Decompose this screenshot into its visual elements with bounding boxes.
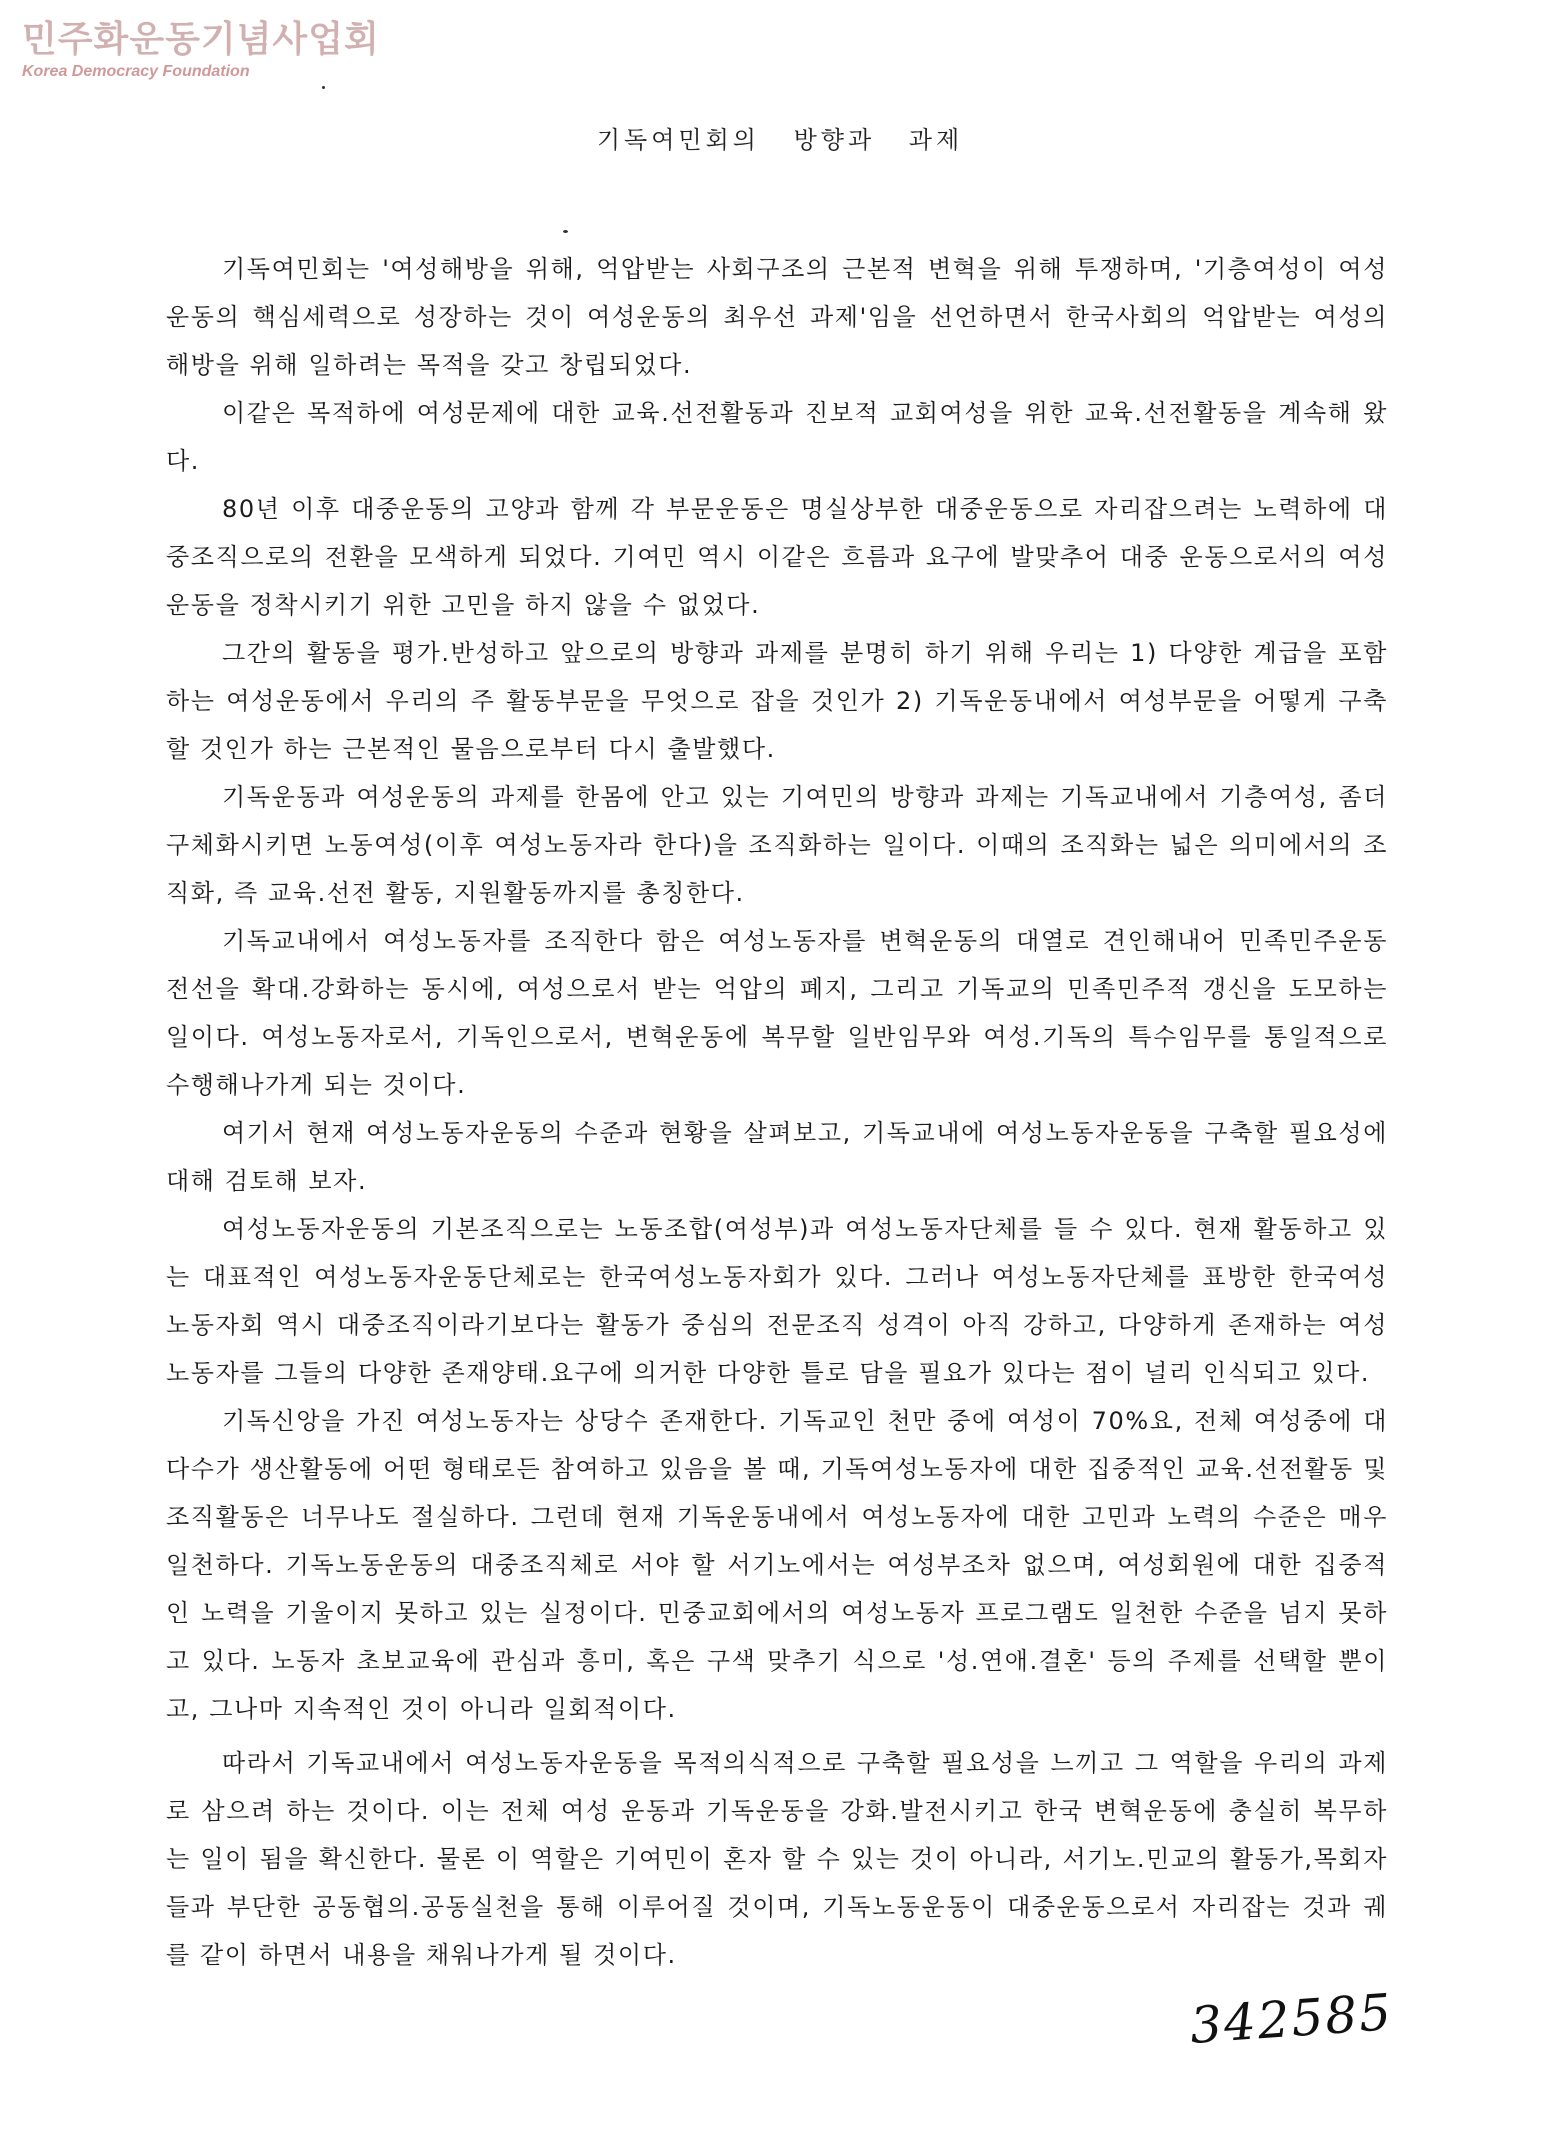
paragraph: 따라서 기독교내에서 여성노동자운동을 목적의식적으로 구축할 필요성을 느끼고 그 역할을 우리의 과제로 삼으려 하는 것이다. 이는 전체 여성 운동과 기독운동을 강화.발전시키고 한국 변혁운동에 충실히 복무하는 일이 됨을 확신한다. 물론 이 역할은 기여민이 혼자 할 수 있는 것이 아니라, 서기노.민교의 활동가,목회자들과 부단한 공동협의.공동실천을 통해 이루어질 것이며, 기독노동운동이 대중운동으로서 자리잡는 것과 궤를 같이 하면서 내용을 채워나가게 될 것이다. bbox=[166, 1749, 1388, 1969]
scan-speck bbox=[322, 86, 325, 89]
document-body bbox=[166, 245, 1388, 1979]
scan-speck bbox=[563, 230, 568, 233]
paragraph: 여기서 현재 여성노동자운동의 수준과 현황을 살펴보고, 기독교내에 여성노동자운동을 구축할 필요성에 대해 검토해 보자. bbox=[166, 1119, 1388, 1195]
paragraph: 기독운동과 여성운동의 과제를 한몸에 안고 있는 기여민의 방향과 과제는 기독교내에서 기층여성, 좀더 구체화시키면 노동여성(이후 여성노동자라 한다)을 조직화하는 일이다. 이때의 조직화는 넓은 의미에서의 조직화, 즉 교육.선전 활동, 지원활동까지를 총칭한다. bbox=[166, 783, 1388, 907]
paragraph: 80년 이후 대중운동의 고양과 함께 각 부문운동은 명실상부한 대중운동으로 자리잡으려는 노력하에 대중조직으로의 전환을 모색하게 되었다. 기여민 역시 이같은 흐름과 요구에 발맞추어 대중 운동으로서의 여성운동을 정착시키기 위한 고민을 하지 않을 수 없었다. bbox=[166, 495, 1388, 619]
watermark bbox=[22, 18, 382, 82]
watermark-english: Korea Democracy Foundation bbox=[22, 63, 250, 80]
watermark-korean: 민주화운동기념사업회 bbox=[22, 19, 380, 60]
handwritten-number: 342585 bbox=[1188, 1982, 1395, 2056]
paragraph: 이같은 목적하에 여성문제에 대한 교육.선전활동과 진보적 교회여성을 위한 교육.선전활동을 계속해 왔다. bbox=[166, 399, 1388, 475]
paragraph: 기독여민회는 '여성해방을 위해, 억압받는 사회구조의 근본적 변혁을 위해 투쟁하며, '기층여성이 여성운동의 핵심세력으로 성장하는 것이 여성운동의 최우선 과제'임을 선언하면서 한국사회의 억압받는 여성의 해방을 위해 일하려는 목적을 갖고 창립되었다. bbox=[166, 255, 1388, 379]
paragraph: 기독신앙을 가진 여성노동자는 상당수 존재한다. 기독교인 천만 중에 여성이 70%요, 전체 여성중에 대다수가 생산활동에 어떤 형태로든 참여하고 있음을 볼 때, 기독여성노동자에 대한 집중적인 교육.선전활동 및 조직활동은 너무나도 절실하다. 그런데 현재 기독운동내에서 여성노동자에 대한 고민과 노력의 수준은 매우 일천하다. 기독노동운동의 대중조직체로 서야 할 서기노에서는 여성부조차 없으며, 여성회원에 대한 집중적인 노력을 기울이지 못하고 있는 실정이다. 민중교회에서의 여성노동자 프로그램도 일천한 수준을 넘지 못하고 있다. 노동자 초보교육에 관심과 흥미, 혹은 구색 맞추기 식으로 '성.연애.결혼' 등의 주제를 선택할 뿐이고, 그나마 지속적인 것이 아니라 일회적이다. bbox=[166, 1407, 1388, 1723]
paragraph: 기독교내에서 여성노동자를 조직한다 함은 여성노동자를 변혁운동의 대열로 견인해내어 민족민주운동 전선을 확대.강화하는 동시에, 여성으로서 받는 억압의 폐지, 그리고 기독교의 민족민주적 갱신을 도모하는 일이다. 여성노동자로서, 기독인으로서, 변혁운동에 복무할 일반임무와 여성.기독의 특수임무를 통일적으로 수행해나가게 되는 것이다. bbox=[166, 927, 1388, 1099]
paragraph: 여성노동자운동의 기본조직으로는 노동조합(여성부)과 여성노동자단체를 들 수 있다. 현재 활동하고 있는 대표적인 여성노동자운동단체로는 한국여성노동자회가 있다. 그러나 여성노동자단체를 표방한 한국여성노동자회 역시 대중조직이라기보다는 활동가 중심의 전문조직 성격이 아직 강하고, 다양하게 존재하는 여성노동자를 그들의 다양한 존재양태.요구에 의거한 다양한 틀로 담을 필요가 있다는 점이 널리 인식되고 있다. bbox=[166, 1215, 1388, 1387]
paragraph: 그간의 활동을 평가.반성하고 앞으로의 방향과 과제를 분명히 하기 위해 우리는 1) 다양한 계급을 포함하는 여성운동에서 우리의 주 활동부문을 무엇으로 잡을 것인가 2) 기독운동내에서 여성부문을 어떻게 구축할 것인가 하는 근본적인 물음으로부터 다시 출발했다. bbox=[166, 639, 1388, 763]
document-title: 기독여민회의 방향과 과제 bbox=[596, 126, 964, 154]
